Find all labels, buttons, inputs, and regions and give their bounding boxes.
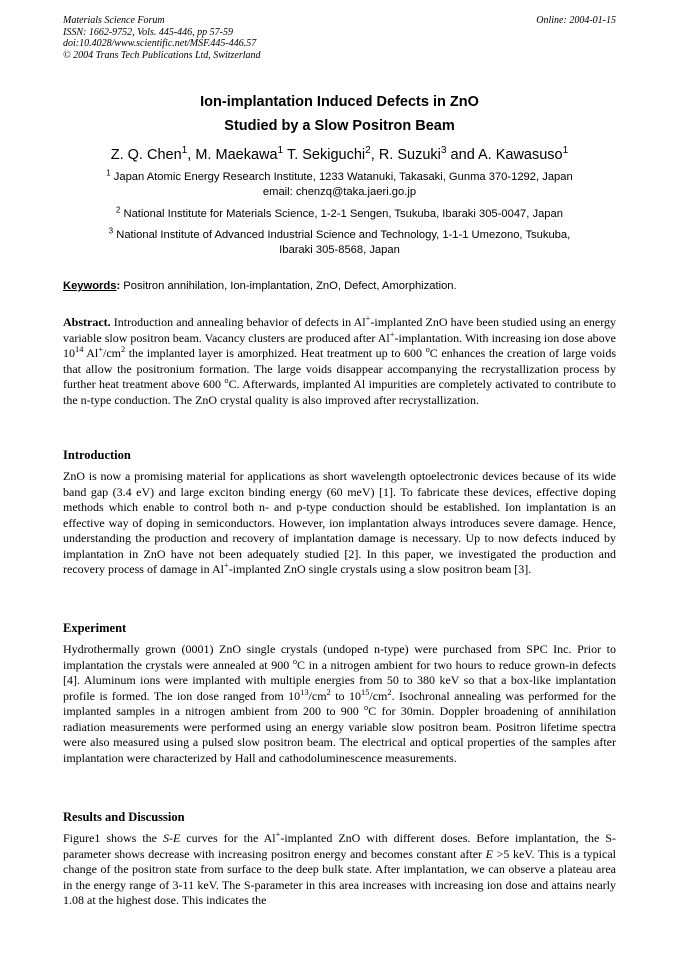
superscript: + [98, 345, 103, 354]
affil-text: Ibaraki 305-8568, Japan [279, 244, 400, 256]
affil-text: National Institute of Advanced Industrial Science and Technology, 1-1-1 Umezono, Tsukuba, [113, 229, 571, 241]
superscript: o [292, 656, 298, 666]
superscript: 2 [326, 687, 331, 697]
italic-run: S-E [162, 831, 181, 845]
paper-title [63, 90, 616, 138]
text-run: C for 30min. Doppler broadening of annihilation radiation measurements were performed using an energy variable slow positron beam. Positron lifetime spectra were also measured using a pulsed slow positron beam. The electrical and optical properties of the samples after implantation were characterized by Hall and cathodoluminescence measurements. [63, 704, 616, 765]
superscript: 15 [361, 687, 370, 697]
keywords-text: Positron annihilation, Ion-implantation, ZnO, Defect, Amorphization. [120, 280, 457, 292]
author-affil-mark: 3 [440, 145, 447, 157]
text-run: Introduction and annealing behavior of defects in Al [110, 315, 366, 329]
journal-name: Materials Science Forum [63, 15, 165, 26]
section-heading-introduction: Introduction [63, 448, 131, 462]
text-run: /cm [369, 688, 388, 703]
results-paragraph [63, 831, 616, 909]
affiliation-3 [63, 228, 616, 258]
affiliation-2 [63, 207, 616, 222]
text-run: to 10 [330, 688, 362, 703]
copyright-line: © 2004 Trans Tech Publications Ltd, Switzerland [63, 49, 261, 61]
affil-text: National Institute for Materials Science, 1-2-1 Sengen, Tsukuba, Ibaraki 305-0047, Japan [120, 208, 563, 220]
abstract-paragraph [63, 315, 616, 408]
author-name: , M. Maekawa [187, 147, 278, 163]
superscript: o [224, 376, 229, 385]
text-run: Al [83, 346, 99, 360]
superscript: + [223, 561, 229, 570]
keywords-colon: : [116, 280, 121, 292]
text-run: Figure1 shows the [63, 831, 163, 845]
author-affil-mark: 2 [365, 145, 371, 157]
author-list [63, 145, 616, 165]
text-run: ZnO is now a promising material for applications as short wavelength optoelectronic devices because of its wide band gap (3.4 eV) and large exciton binding energy (60 meV) [1]. To fabricate these devices, effective doping methods which enable to control both n- and p-type conduction should be established. Ion implantation is an effective way of doping in semiconductors. However, ion implantation always introduces severe damage. Hence, understanding the production and recovery of implantation damage is necessary. Up to now defects induced by implantation in ZnO have not been adequately studied [2]. In this paper, we investigated the production and recovery process of damage in Al [63, 469, 616, 576]
title-line-1: Ion-implantation Induced Defects in ZnO [200, 94, 479, 110]
superscript: o [425, 345, 430, 354]
affil-mark: 3 [108, 226, 114, 236]
author-affil-mark: 1 [181, 145, 188, 157]
text-run: C. Afterwards, implanted Al impurities are completely activated to contribute to the n-type conduction. The ZnO crystal quality is also improved after recrystallization. [63, 377, 616, 407]
affiliation-1 [63, 170, 616, 200]
text-run: -implanted ZnO with different doses. Before implantation, the S-parameter shows decrease with increasing positron energy and becomes constant after [63, 831, 617, 861]
text-run: the implanted layer is amorphized. Heat treatment up to 600 [125, 346, 426, 360]
doi-line: doi:10.4028/www.scientific.net/MSF.445-446.57 [63, 38, 257, 49]
text-run: /cm [308, 688, 327, 703]
text-run: C enhances the creation of large voids that allow the positronium formation. The large voids disappear accompanying the recrystallization process by further heat treatment above 600 [63, 346, 617, 391]
text-run: curves for the Al [180, 831, 276, 845]
experiment-paragraph [63, 642, 616, 766]
author-email: email: chenzq@taka.jaeri.go.jp [262, 186, 417, 198]
author-name: Z. Q. Chen [110, 147, 182, 163]
author-affil-mark: 1 [277, 145, 284, 157]
text-run: -implantation. With increasing ion dose above 10 [63, 330, 617, 360]
text-run: >5 keV. This is a typical change of the positron state from surface to the deep bulk state. After implantation, we can observe a plateau area in the energy range of 3-11 keV. The S-parameter in this area increases with increasing ion dose and attains nearly 1.08 at the highest dose. This indicates the [63, 846, 616, 907]
author-name: and A. Kawasuso [446, 147, 563, 163]
text-run: -implanted ZnO single crystals using a slow positron beam [3]. [228, 562, 532, 576]
affil-mark: 2 [116, 205, 121, 215]
introduction-paragraph [63, 469, 616, 578]
abstract-label: Abstract. [63, 315, 111, 329]
superscript: 2 [120, 345, 126, 354]
author-name: , R. Suzuki [370, 147, 441, 163]
online-date: Online: 2004-01-15 [536, 15, 616, 26]
text-run: /cm [102, 346, 121, 360]
superscript: + [275, 830, 281, 839]
text-run: C in a nitrogen ambient for two hours to reduce grown-in defects [4]. Aluminum ions were implanted with multiple energies from 50 to 380 keV so that a box-like implantation profile is formed. The ion dose ranged from 10 [63, 657, 616, 703]
keywords-line [63, 279, 616, 294]
superscript: o [364, 703, 369, 712]
keywords-label: Keywords [63, 280, 117, 292]
issn-line: ISSN: 1662-9752, Vols. 445-446, pp 57-59 [63, 26, 233, 38]
superscript: + [389, 329, 395, 339]
italic-run: E [485, 846, 494, 861]
superscript: 2 [387, 687, 392, 697]
section-heading-results: Results and Discussion [63, 810, 185, 824]
affil-mark: 1 [106, 168, 111, 178]
section-heading-experiment: Experiment [63, 621, 127, 635]
text-run: . Isochronal annealing was performed for the implanted samples in a nitrogen ambient from 200 to 900 [63, 688, 616, 718]
superscript: + [365, 314, 371, 323]
superscript: 13 [300, 687, 309, 697]
text-run: Hydrothermally grown (0001) ZnO single crystals (undoped n-type) were purchased from SPC Inc. Prior to implantation the crystals were annealed at 900 [63, 642, 616, 672]
superscript: 14 [75, 345, 84, 354]
journal-header [63, 15, 616, 61]
author-affil-mark: 1 [562, 145, 569, 157]
affil-text: Japan Atomic Energy Research Institute, 1233 Watanuki, Takasaki, Gunma 370-1292, Japan [110, 171, 573, 183]
author-name: T. Sekiguchi [283, 147, 366, 163]
text-run: -implanted ZnO have been studied using an energy variable slow positron beam. Vacancy clusters are produced after Al [63, 315, 617, 345]
title-line-2: Studied by a Slow Positron Beam [224, 118, 455, 134]
